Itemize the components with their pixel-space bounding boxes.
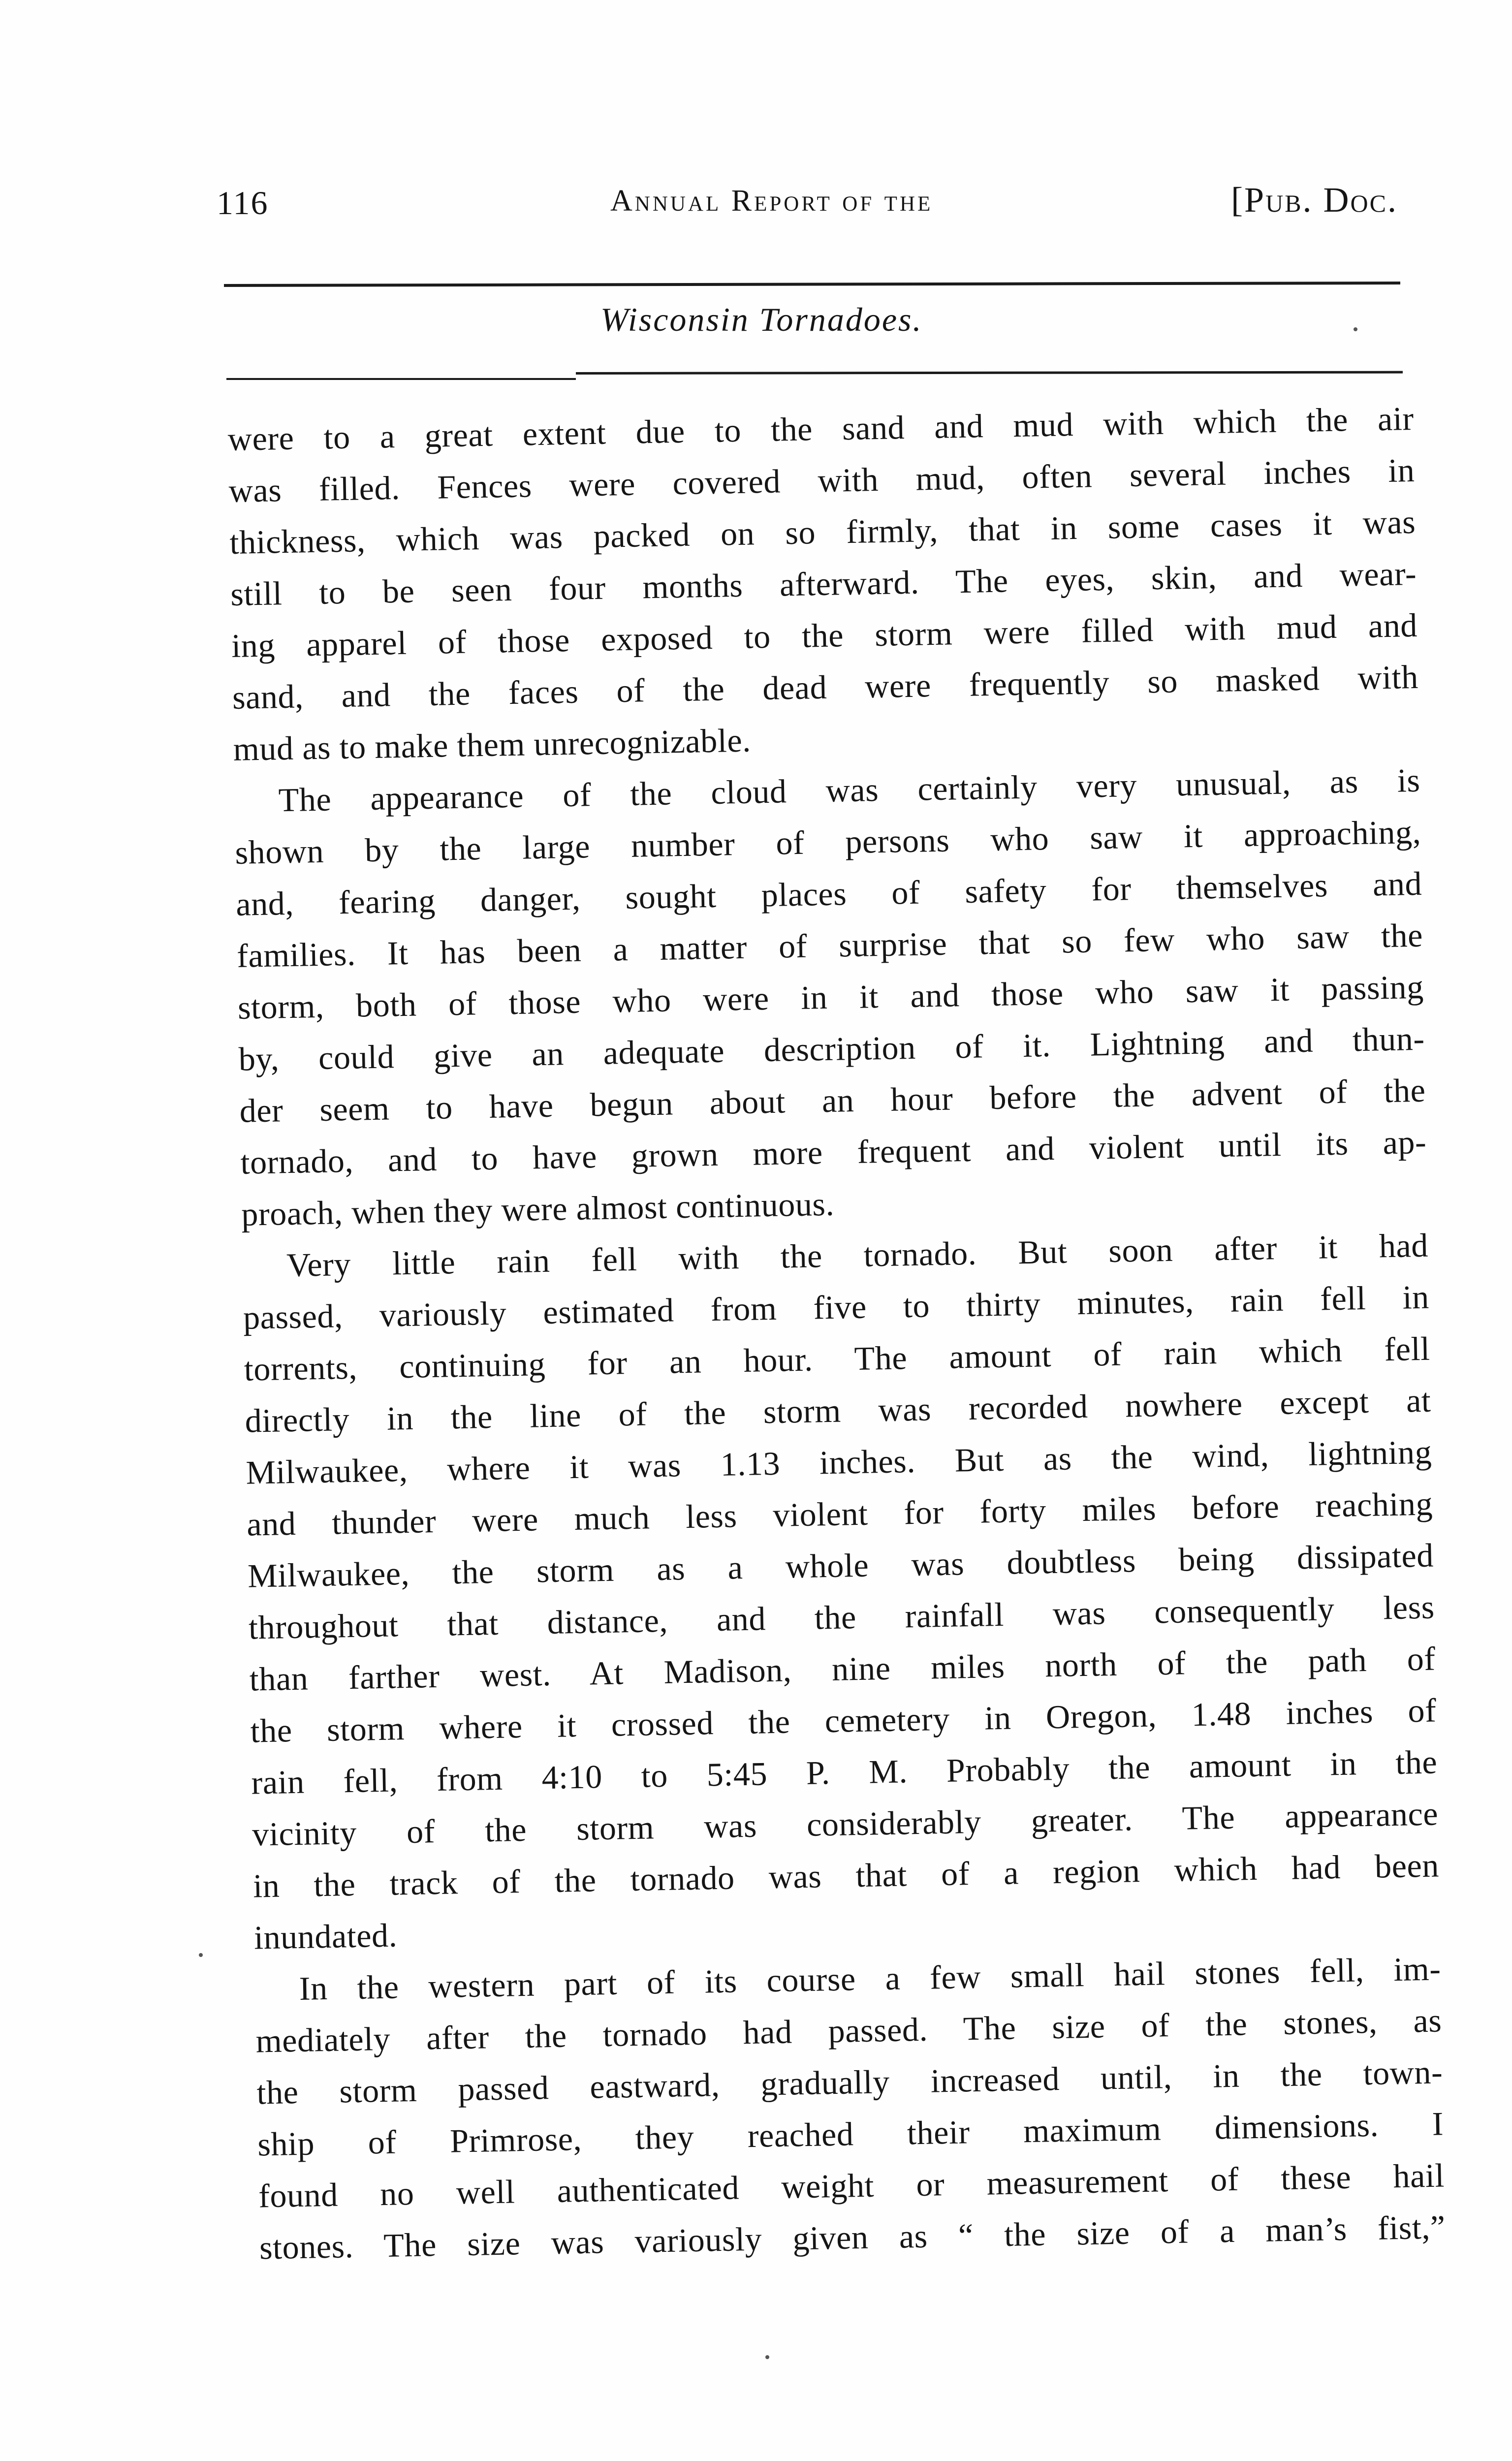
text-line: Very little rain fell with the tornado. But soon after it had (286, 1226, 1429, 1284)
text-line: rain fell, from 4:10 to 5:45 P. M. Probably the amount in the (251, 1743, 1438, 1801)
page-number: 116 (217, 184, 269, 221)
text-line: the storm where it crossed the cemetery in Oregon, 1.48 inches of (250, 1691, 1437, 1750)
header-rule-top (224, 282, 1400, 287)
text-line: mediately after the tornado had passed. The size of the stones, as (255, 2001, 1443, 2060)
text-line: in the track of the tornado was that of a region which had been (252, 1846, 1440, 1905)
text-line: throughout that distance, and the rainfall was consequently less (248, 1588, 1435, 1646)
text-line: and thunder were much less violent for forty miles before reaching (246, 1484, 1433, 1543)
text-line: sand, and the faces of the dead were frequently so masked with (232, 658, 1419, 716)
text-line: inundated. (253, 1916, 398, 1956)
text-line: Milwaukee, the storm as a whole was doubtless being dissipated (247, 1536, 1434, 1595)
header-rule-bottom-right (576, 371, 1403, 375)
text-line: the storm passed eastward, gradually increased until, in the town- (256, 2053, 1443, 2112)
text-line: mud as to make them unrecognizable. (233, 721, 752, 768)
stray-mark (1354, 327, 1357, 331)
text-line: tornado, and to have grown more frequent and violent until its ap- (240, 1123, 1427, 1181)
header-rule-bottom-left (226, 378, 576, 380)
section-title: Wisconsin Tornadoes. (600, 301, 923, 338)
running-header (217, 170, 1408, 224)
text-line: In the western part of its course a few small hail stones fell, im- (299, 1950, 1442, 2007)
text-line: Milwaukee, where it was 1.13 inches. But as the wind, lightning (245, 1433, 1432, 1491)
text-line: torrents, continuing for an hour. The amount of rain which fell (244, 1329, 1431, 1388)
text-line: proach, when they were almost continuous. (241, 1185, 835, 1233)
text-line: and, fearing danger, sought places of safety for themselves and (235, 864, 1422, 923)
text-line: than farther west. At Madison, nine miles north of the path of (249, 1640, 1436, 1698)
text-line: ship of Primrose, they reached their maximum dimensions. I (257, 2105, 1444, 2163)
text-line: by, could give an adequate description of it. Lightning and thun- (238, 1019, 1425, 1078)
text-line: directly in the line of the storm was recorded nowhere except at (245, 1381, 1432, 1440)
paragraph (242, 1220, 1440, 1964)
paragraph (227, 393, 1419, 775)
report-title: Annual Report of the (610, 184, 933, 218)
stray-mark (199, 1953, 203, 1957)
text-line: ing apparel of those exposed to the storm were filled with mud and (231, 606, 1418, 664)
text-line: were to a great extent due to the sand and mud with which the air (227, 399, 1415, 458)
paragraph (254, 1943, 1446, 2273)
text-line: vicinity of the storm was considerably greater. The appearance (252, 1795, 1439, 1853)
text-line: der seem to have begun about an hour before the advent of the (239, 1071, 1426, 1130)
text-line: families. It has been a matter of surprise that so few who saw the (236, 916, 1423, 975)
text-line: The appearance of the cloud was certainly very unusual, as is (278, 761, 1421, 819)
document-type: [Pub. Doc. (1231, 180, 1398, 220)
text-line: found no well authenticated weight or measurement of these hail (258, 2156, 1445, 2215)
paragraph (234, 755, 1428, 1240)
text-line: still to be seen four months afterward. The eyes, skin, and wear- (230, 554, 1417, 613)
text-line: storm, both of those who were in it and those who saw it passing (237, 968, 1424, 1026)
body-text (227, 393, 1448, 2401)
text-line: passed, variously estimated from five to thirty minutes, rain fell in (243, 1278, 1430, 1336)
text-line: stones. The size was variously given as “ the size of a man’s fist,” (259, 2208, 1446, 2267)
text-line: thickness, which was packed on so firmly, that in some cases it was (229, 503, 1416, 561)
text-line: shown by the large number of persons who saw it approaching, (234, 813, 1421, 871)
text-line: was filled. Fences were covered with mud, often several inches in (228, 451, 1416, 509)
